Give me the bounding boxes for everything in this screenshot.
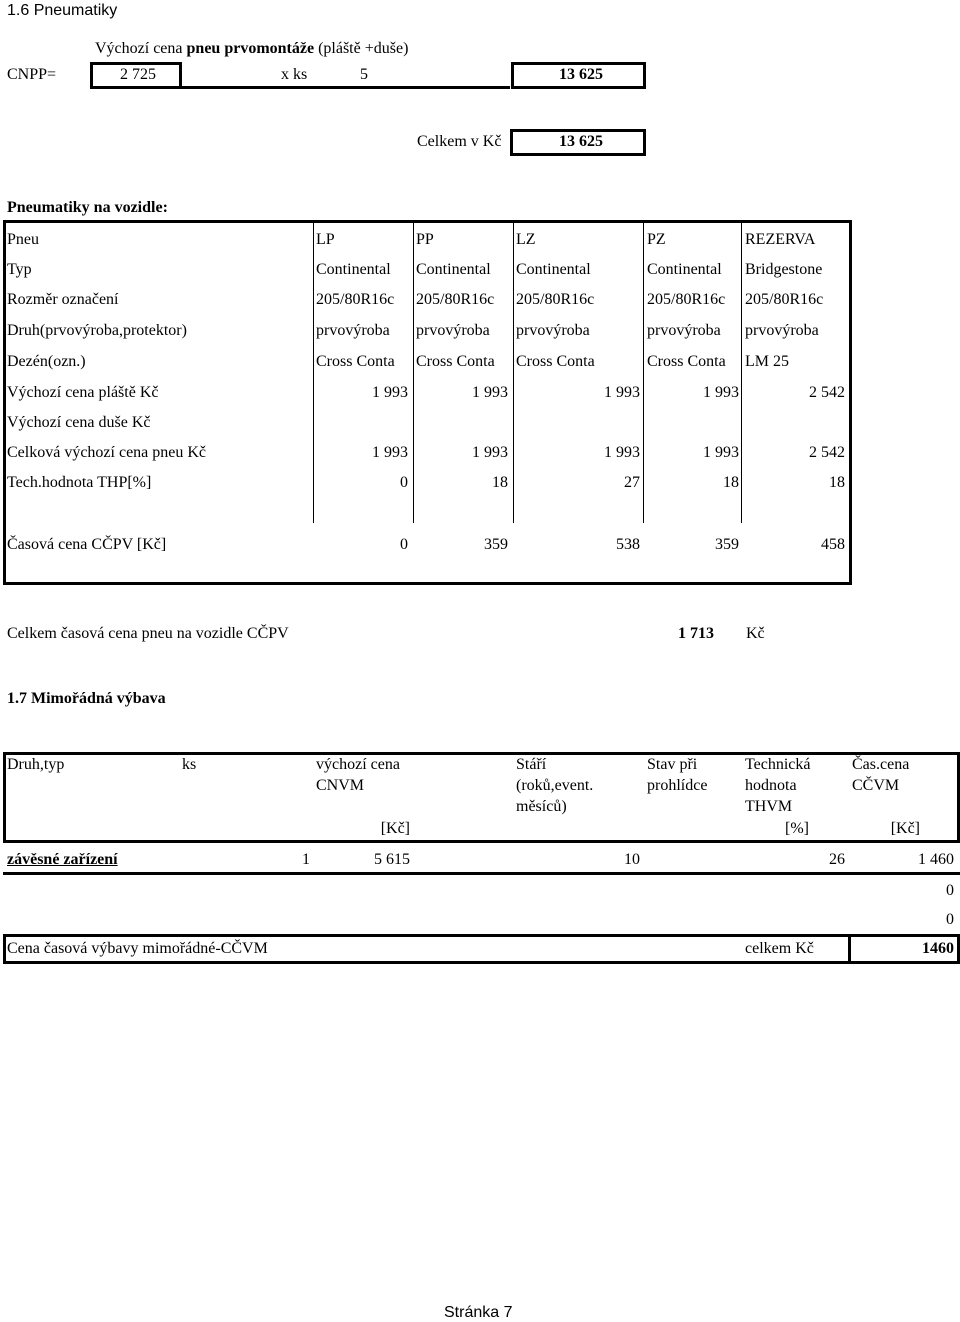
cell-lp: Cross Conta — [316, 353, 395, 370]
cell-rezerva: 2 542 — [809, 444, 845, 461]
header-tech-3: THVM — [745, 798, 793, 815]
header-cena-1: výchozí cena — [316, 756, 400, 773]
cell-pp: Cross Conta — [416, 353, 495, 370]
tire-col-divider-4 — [643, 223, 644, 523]
header-tech-1: Technická — [745, 756, 811, 773]
header-cas-1: Čas.cena — [852, 756, 910, 773]
cas-total-unit: Kč — [746, 625, 765, 642]
cell-rezerva: 18 — [829, 474, 845, 491]
cell-lp: 1 993 — [372, 444, 408, 461]
row-label: Dezén(ozn.) — [7, 353, 86, 370]
cell-lp: Continental — [316, 261, 391, 278]
cell-pp: 1 993 — [472, 384, 508, 401]
equip-cena: 5 615 — [374, 851, 410, 868]
cell-lp: LP — [316, 231, 335, 248]
header-druh: Druh,typ — [7, 756, 65, 773]
cell-pp: PP — [416, 231, 434, 248]
cell-pz — [647, 412, 739, 434]
cell-rezerva: 205/80R16c — [745, 291, 824, 308]
header-cena-2: CNVM — [316, 777, 365, 794]
cell-pp: 18 — [492, 474, 508, 491]
section2-title: 1.7 Mimořádná výbava — [7, 690, 166, 707]
header-tech-unit: [%] — [785, 820, 809, 837]
cell-pp — [416, 412, 508, 434]
tire-col-divider-3 — [513, 223, 514, 523]
cas-total-label: Celkem časová cena pneu na vozidle CČPV — [7, 625, 289, 642]
equip-stari: 10 — [624, 851, 640, 868]
cell-rezerva: 458 — [821, 536, 845, 553]
cell-pp: 205/80R16c — [416, 291, 495, 308]
section-title: 1.6 Pneumatiky — [7, 2, 118, 19]
celkem-label: Celkem v Kč — [417, 133, 502, 150]
equip-footer-label: Cena časová výbavy mimořádné-CČVM — [7, 940, 268, 957]
cell-pz: 1 993 — [703, 384, 739, 401]
cell-lz — [516, 412, 640, 434]
equip-footer-celkem: celkem Kč — [745, 940, 814, 957]
intro-part1: Výchozí cena — [95, 40, 187, 57]
cell-lp: 205/80R16c — [316, 291, 395, 308]
cell-pz: 18 — [723, 474, 739, 491]
cell-rezerva: prvovýroba — [745, 322, 819, 339]
row-label: Celková výchozí cena pneu Kč — [7, 444, 207, 461]
cell-pz: Cross Conta — [647, 353, 726, 370]
cnpp-qty: 5 — [360, 66, 368, 83]
cell-rezerva: REZERVA — [745, 231, 816, 248]
cell-lz: prvovýroba — [516, 322, 590, 339]
cell-pz: 1 993 — [703, 444, 739, 461]
header-stav-1: Stav při — [647, 756, 698, 773]
cell-pz: 205/80R16c — [647, 291, 726, 308]
equip-zero-1: 0 — [946, 882, 954, 899]
header-stari-3: měsíců) — [516, 798, 567, 815]
cell-lp: 1 993 — [372, 384, 408, 401]
vehicle-title: Pneumatiky na vozidle: — [7, 199, 168, 216]
cnpp-total: 13 625 — [559, 66, 603, 83]
cell-rezerva — [745, 412, 845, 434]
intro-part3: (pláště +duše) — [314, 40, 409, 57]
tire-col-divider-1 — [313, 223, 314, 523]
header-ks: ks — [182, 756, 197, 773]
cas-total-value: 1 713 — [678, 625, 714, 642]
cell-lp: prvovýroba — [316, 322, 390, 339]
header-stari-1: Stáří — [516, 756, 547, 773]
xks-label: x ks — [281, 66, 308, 83]
cell-lz: LZ — [516, 231, 536, 248]
row-label: Rozměr označení — [7, 291, 119, 308]
equip-tech: 26 — [829, 851, 845, 868]
header-cena-unit: [Kč] — [380, 820, 410, 837]
cell-pp: 359 — [484, 536, 508, 553]
header-cas-2: CČVM — [852, 777, 900, 794]
cnpp-label: CNPP= — [7, 66, 57, 83]
cell-lp — [316, 412, 408, 434]
row-label: Druh(prvovýroba,protektor) — [7, 322, 187, 339]
row-label: Typ — [7, 261, 32, 278]
cnpp-price: 2 725 — [120, 66, 156, 83]
cell-lz: 538 — [616, 536, 640, 553]
equip-name: závěsné zařízení — [7, 851, 118, 868]
cell-pz: prvovýroba — [647, 322, 721, 339]
row-label: Pneu — [7, 231, 39, 248]
cell-lz: 1 993 — [604, 384, 640, 401]
header-stav-2: prohlídce — [647, 777, 708, 794]
cell-rezerva: LM 25 — [745, 353, 789, 370]
header-tech-2: hodnota — [745, 777, 797, 794]
equip-ks: 1 — [302, 851, 310, 868]
equip-footer-value: 1460 — [922, 940, 954, 957]
intro-text — [95, 40, 408, 58]
row-label: Časová cena CČPV [Kč] — [7, 536, 167, 553]
cell-pz: 359 — [715, 536, 739, 553]
cell-lp: 0 — [400, 536, 408, 553]
cnpp-underline — [180, 86, 510, 89]
row-label: Výchozí cena pláště Kč — [7, 384, 159, 401]
equip-row-underline — [3, 872, 960, 875]
cell-pp: 1 993 — [472, 444, 508, 461]
cell-lz: Cross Conta — [516, 353, 595, 370]
tire-col-divider-5 — [741, 223, 742, 523]
equip-header-box — [3, 752, 960, 843]
page-footer: Stránka 7 — [444, 1304, 513, 1321]
row-label: Výchozí cena duše Kč — [7, 414, 151, 431]
cell-pp: prvovýroba — [416, 322, 490, 339]
cell-lz: 27 — [624, 474, 640, 491]
equip-cas: 1 460 — [918, 851, 954, 868]
cell-rezerva: 2 542 — [809, 384, 845, 401]
celkem-value: 13 625 — [559, 133, 603, 150]
cell-pp: Continental — [416, 261, 491, 278]
row-label: Tech.hodnota THP[%] — [7, 474, 152, 491]
cell-lz: Continental — [516, 261, 591, 278]
cell-pz: PZ — [647, 231, 666, 248]
cell-pz: Continental — [647, 261, 722, 278]
cell-lp: 0 — [400, 474, 408, 491]
tire-col-divider-2 — [413, 223, 414, 523]
cell-rezerva: Bridgestone — [745, 261, 823, 278]
equip-zero-2: 0 — [946, 911, 954, 928]
cell-lz: 205/80R16c — [516, 291, 595, 308]
cell-lz: 1 993 — [604, 444, 640, 461]
header-cas-unit: [Kč] — [890, 820, 920, 837]
equip-footer-divider — [848, 937, 851, 961]
header-stari-2: (roků,event. — [516, 777, 594, 794]
intro-part2: pneu prvomontáže — [186, 40, 315, 57]
